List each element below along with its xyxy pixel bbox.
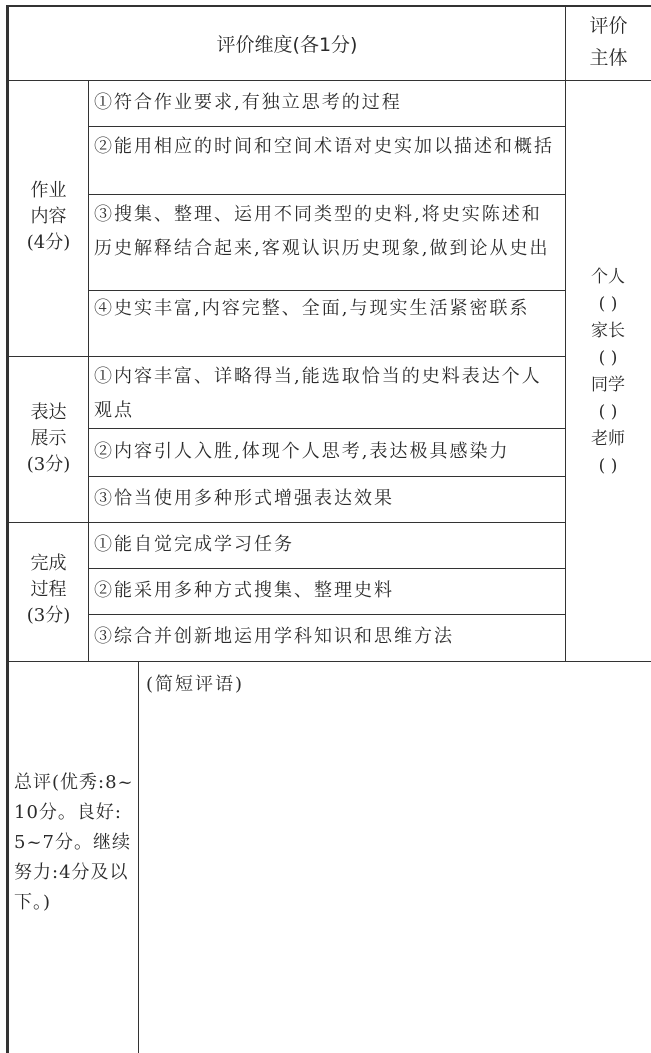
category-label xyxy=(9,400,88,478)
table-left-border xyxy=(6,5,9,1053)
criterion-item: ①符合作业要求,有独立思考的过程 xyxy=(94,92,402,113)
header-divider xyxy=(6,80,651,81)
row-divider xyxy=(88,568,565,569)
row-divider xyxy=(88,194,565,195)
category-name: 作业 xyxy=(30,180,67,201)
category-divider xyxy=(6,356,565,357)
category-label xyxy=(9,551,88,629)
category-label xyxy=(9,178,88,256)
category-divider xyxy=(6,522,565,523)
subject-title-line1: 评价 xyxy=(589,15,628,37)
subject-title-line2: 主体 xyxy=(589,47,628,69)
category-name: 表达 xyxy=(30,402,67,423)
subject-list xyxy=(567,264,649,480)
criterion-item: ②内容引人入胜,体现个人思考,表达极具感染力 xyxy=(94,441,510,462)
summary-label: 总评(优秀:8~10分。良好:5~7分。继续努力:4分及以下。) xyxy=(14,772,134,913)
dimension-title: 评价维度(各1分) xyxy=(216,34,358,56)
table-top-border xyxy=(6,5,651,7)
row-divider xyxy=(88,476,565,477)
category-score: (3分) xyxy=(26,605,71,626)
category-name: 过程 xyxy=(30,579,67,600)
subject-name: 老师 xyxy=(591,429,625,449)
criterion-item: ①能自觉完成学习任务 xyxy=(94,534,294,555)
subject-name: 个人 xyxy=(591,267,625,287)
category-score: (3分) xyxy=(26,454,71,475)
category-score: (4分) xyxy=(26,232,71,253)
criterion-item: ④史实丰富,内容完整、全面,与现实生活紧密联系 xyxy=(94,298,530,319)
subject-column-border xyxy=(565,5,566,661)
subject-blank[interactable]: ( ) xyxy=(598,402,618,422)
criterion-item: ②能用相应的时间和空间术语对史实加以描述和概括 xyxy=(94,136,554,157)
category-name: 内容 xyxy=(30,206,67,227)
criterion-item: ③综合并创新地运用学科知识和思维方法 xyxy=(94,626,454,647)
subject-title xyxy=(566,10,651,74)
criterion-item: ③恰当使用多种形式增强表达效果 xyxy=(94,488,394,509)
summary-column-border xyxy=(138,661,139,1053)
comment-area[interactable] xyxy=(140,700,645,1045)
subject-blank[interactable]: ( ) xyxy=(598,348,618,368)
category-name: 展示 xyxy=(30,428,67,449)
subject-blank[interactable]: ( ) xyxy=(598,456,618,476)
subject-name: 家长 xyxy=(591,321,625,341)
row-divider xyxy=(88,428,565,429)
criterion-item: ①内容丰富、详略得当,能选取恰当的史料表达个人观点 xyxy=(94,366,542,421)
subject-blank[interactable]: ( ) xyxy=(598,294,618,314)
category-name: 完成 xyxy=(30,553,67,574)
row-divider xyxy=(88,126,565,127)
row-divider xyxy=(88,290,565,291)
summary-divider xyxy=(6,661,651,662)
category-column-border xyxy=(88,80,89,661)
row-divider xyxy=(88,614,565,615)
subject-name: 同学 xyxy=(591,375,625,395)
comment-placeholder: (简短评语) xyxy=(146,674,245,695)
criterion-item: ③搜集、整理、运用不同类型的史料,将史实陈述和历史解释结合起来,客观认识历史现象,做到论从史出 xyxy=(94,204,550,259)
criterion-item: ②能采用多种方式搜集、整理史料 xyxy=(94,580,394,601)
